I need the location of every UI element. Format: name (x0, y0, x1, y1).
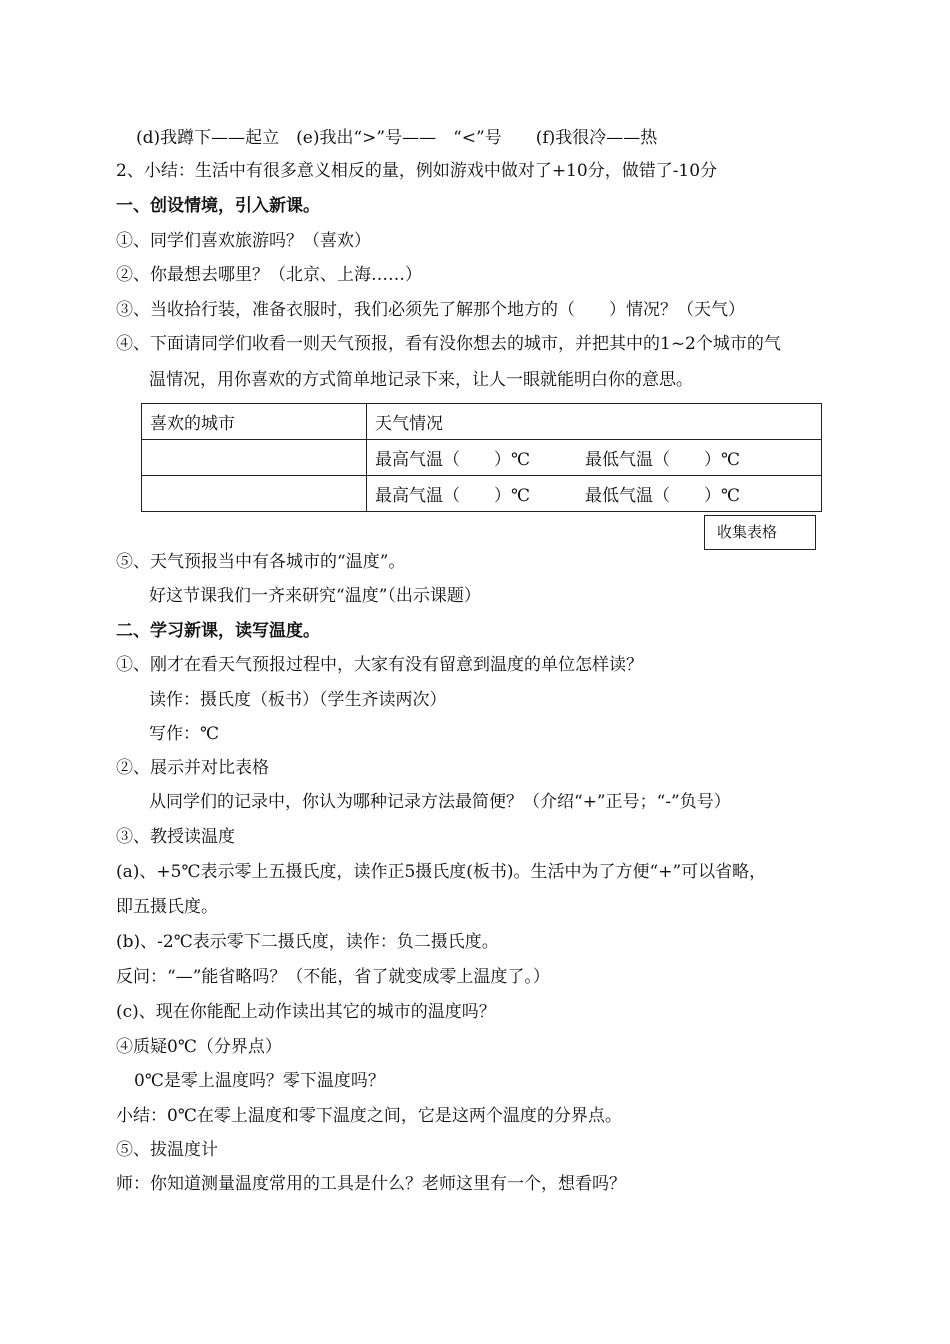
table-cell-weather (367, 440, 822, 476)
text-line: 0℃是零上温度吗？零下温度吗？ (134, 1071, 385, 1091)
table-cell-city (142, 476, 367, 512)
text-line: ②、你最想去哪里？（北京、上海……） (116, 265, 422, 285)
text-line: ③、当收拾行装，准备衣服时，我们必须先了解那个地方的（ ）情况？（天气） (116, 300, 745, 320)
text-line: 小结：0℃在零上温度和零下温度之间，它是这两个温度的分界点。 (116, 1106, 622, 1126)
text-line: (b)、-2℃表示零下二摄氏度，读作：负二摄氏度。 (116, 932, 499, 952)
text-line: (d)我蹲下——起立 (e)我出“>”号—— “<”号 (f)我很冷——热 (136, 128, 658, 148)
text-line: 读作：摄氏度（板书）（学生齐读两次） (149, 690, 447, 710)
table-row (142, 476, 822, 512)
table-row (142, 404, 822, 440)
low-temp-label: 最低气温（ ）℃ (585, 450, 741, 470)
low-temp-label: 最低气温（ ）℃ (585, 486, 741, 506)
text-line: (c)、现在你能配上动作读出其它的城市的温度吗？ (116, 1002, 496, 1022)
text-line: ④、下面请同学们收看一则天气预报，看有没你想去的城市，并把其中的1~2个城市的气 (116, 334, 781, 354)
table-cell-weather (367, 476, 822, 512)
text-line: (a)、+5℃表示零上五摄氏度，读作正5摄氏度(板书)。生活中为了方便“+”可以省略， (116, 862, 767, 882)
text-line: ①、刚才在看天气预报过程中，大家有没有留意到温度的单位怎样读？ (116, 655, 643, 675)
text-line: ①、同学们喜欢旅游吗？（喜欢） (116, 231, 371, 251)
section-heading: 一、创设情境，引入新课。 (116, 196, 320, 216)
section-heading: 二、学习新课，读写温度。 (116, 621, 320, 641)
text-line: ②、展示并对比表格 (116, 758, 269, 778)
text-line: 从同学们的记录中，你认为哪种记录方法最简便？（介绍“+”正号；“-”负号） (149, 792, 731, 812)
text-line: ⑤、拔温度计 (116, 1140, 218, 1160)
text-line: 写作：℃ (149, 724, 220, 744)
text-line: 好这节课我们一齐来研究“温度”（出示课题） (149, 586, 481, 606)
text-line: ⑤、天气预报当中有各城市的“温度”。 (116, 552, 406, 572)
text-line: 反问：“—”能省略吗？（不能，省了就变成零上温度了。） (116, 967, 550, 987)
text-line: ③、教授读温度 (116, 827, 235, 847)
text-line: ④质疑0℃（分界点） (116, 1037, 282, 1057)
city-weather-table (141, 403, 822, 512)
text-line: 温情况，用你喜欢的方式简单地记录下来，让人一眼就能明白你的意思。 (149, 370, 693, 390)
table-caption-box: 收集表格 (704, 515, 816, 550)
text-line: 即五摄氏度。 (116, 897, 218, 917)
high-temp-label: 最高气温（ ）℃ (375, 450, 531, 470)
table-header-weather: 天气情况 (367, 404, 822, 440)
text-line: 师：你知道测量温度常用的工具是什么？老师这里有一个，想看吗？ (116, 1174, 626, 1194)
table-header-city: 喜欢的城市 (142, 404, 367, 440)
text-line: 2、小结：生活中有很多意义相反的量，例如游戏中做对了+10分，做错了-10分 (116, 161, 718, 181)
table-row (142, 440, 822, 476)
table-cell-city (142, 440, 367, 476)
high-temp-label: 最高气温（ ）℃ (375, 486, 531, 506)
